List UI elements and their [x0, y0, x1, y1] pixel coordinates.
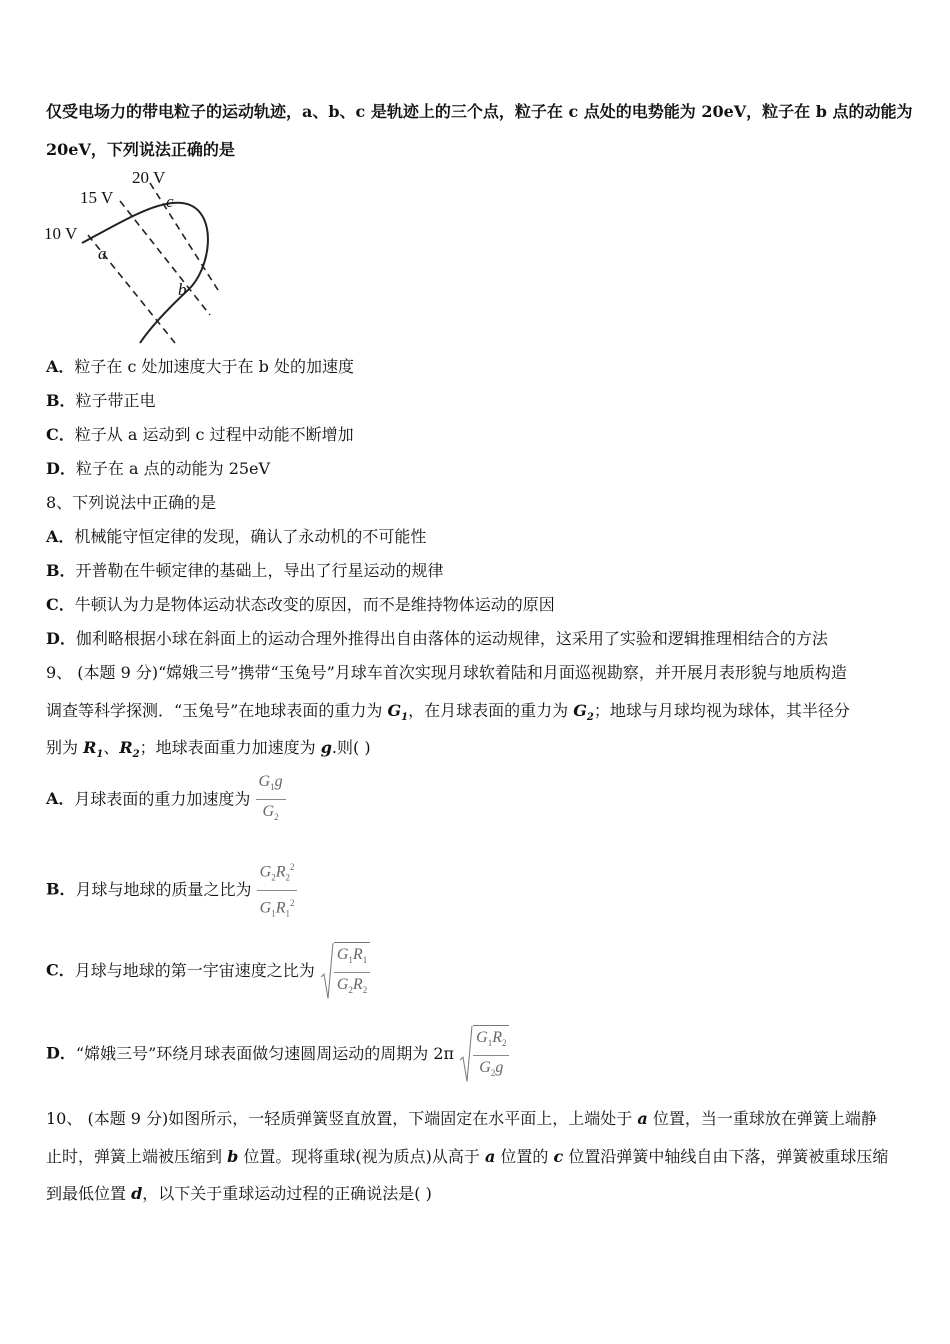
formula-period: $\frac{G_1R_2}{G_2g}$	[459, 1025, 509, 1083]
q8-option-c: C．牛顿认为力是物体运动状态改变的原因，而不是维持物体运动的原因	[46, 595, 555, 614]
q7-option-c: C．粒子从 a 运动到 c 过程中动能不断增加	[46, 425, 354, 444]
q9-option-b: B．月球与地球的质量之比为 $\frac{G_2R_2^2}{G_1R_1^2}$	[46, 857, 297, 923]
formula-g1g-over-g2: $\frac{G_1g}{G_2}$	[256, 772, 286, 827]
q10-stem-line1: 10、 (本题 9 分)如图所示，一轻质弹簧竖直放置，下端固定在水平面上，上端处于 a 位置，当一重球放在弹簧上端静	[46, 1109, 877, 1128]
q7-stem-line2: 20eV，下列说法正确的是	[46, 140, 235, 159]
formula-mass-ratio: $\frac{G_2R_2^2}{G_1R_1^2}$	[257, 857, 298, 923]
q9-option-c: C．月球与地球的第一宇宙速度之比为 $\frac{G_1R_1}{G_2R_2}$	[46, 942, 370, 1000]
q9-option-d: D．“嫦娥三号”环绕月球表面做匀速圆周运动的周期为 2π $\frac{G_1R_2}{G_2g}$	[46, 1025, 509, 1083]
q7-stem-line1: 仅受电场力的带电粒子的运动轨迹，a、b、c 是轨迹上的三个点，粒子在 c 点处的电势能为 20eV，粒子在 b 点的动能为	[46, 102, 913, 121]
q10-stem-line3: 到最低位置 d，以下关于重球运动过程的正确说法是( )	[46, 1184, 432, 1203]
point-c-label: c	[166, 192, 174, 211]
equipotential-line-15v	[120, 201, 210, 315]
electric-field-figure	[40, 165, 225, 345]
q9-option-a: A．月球表面的重力加速度为 $\frac{G_1g}{G_2}$	[46, 772, 286, 827]
q7-option-b: B．粒子带正电	[46, 391, 156, 410]
q9-stem-line3: 别为 $R_1$、$R_2$；地球表面重力加速度为 g.则( )	[46, 738, 371, 761]
q7-option-a: A．粒子在 c 处加速度大于在 b 处的加速度	[46, 357, 354, 376]
particle-trajectory	[82, 203, 208, 343]
q8-option-a: A．机械能守恒定律的发现，确认了永动机的不可能性	[46, 527, 427, 546]
q8-option-d: D．伽利略根据小球在斜面上的运动合理外推得出自由落体的运动规律，这采用了实验和逻辑推理相结合的方法	[46, 629, 828, 648]
label-20v: 20 V	[132, 168, 166, 187]
point-a-label: a	[98, 244, 107, 263]
q10-stem-line2: 止时，弹簧上端被压缩到 b 位置。现将重球(视为质点)从高于 a 位置的 c 位置沿弹簧中轴线自由下落，弹簧被重球压缩	[46, 1147, 889, 1166]
q8-option-b: B．开普勒在牛顿定律的基础上，导出了行星运动的规律	[46, 561, 444, 580]
q8-stem: 8、下列说法中正确的是	[46, 493, 217, 512]
q9-stem-line1: 9、 (本题 9 分)“嫦娥三号”携带“玉兔号”月球车首次实现月球软着陆和月面巡视勘察，并开展月表形貌与地质构造	[46, 663, 847, 682]
label-15v: 15 V	[80, 188, 114, 207]
label-10v: 10 V	[44, 224, 78, 243]
q7-option-d: D．粒子在 a 点的动能为 25eV	[46, 459, 271, 478]
q9-stem-line2: 调查等科学探测．“玉兔号”在地球表面的重力为 $G_1$，在月球表面的重力为 $G_2$；地球与月球均视为球体，其半径分	[46, 701, 850, 724]
point-b-label: b	[178, 280, 187, 299]
formula-velocity-ratio: $\frac{G_1R_1}{G_2R_2}$	[320, 942, 370, 1000]
